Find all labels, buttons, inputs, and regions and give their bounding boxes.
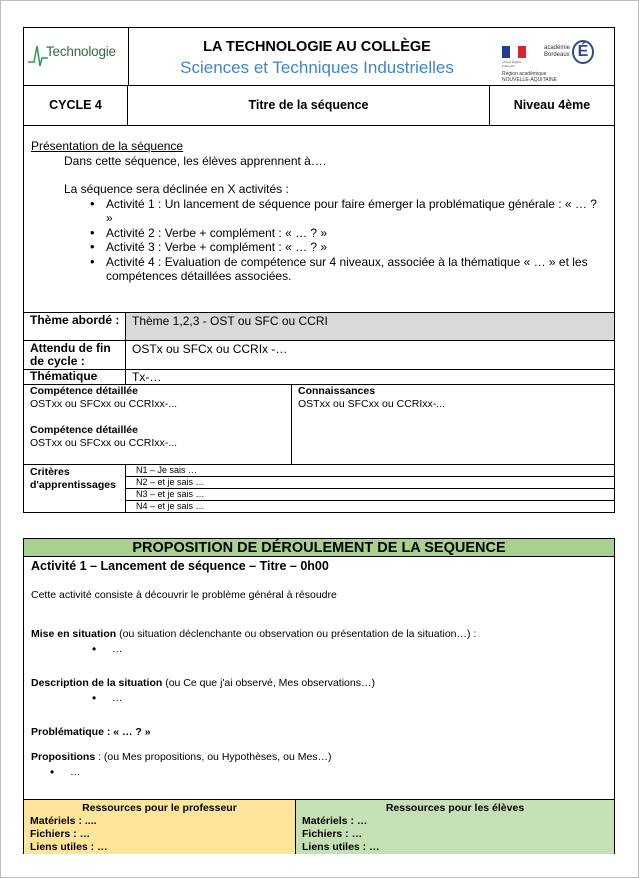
propositions [31, 751, 332, 764]
competence-value: OSTxx ou SFCxx ou CCRIxx-... [30, 437, 178, 449]
logo-text: Technologie [46, 44, 116, 59]
competence-label: Compétence détaillée [30, 424, 138, 436]
competence-label: Compétence détaillée [30, 385, 138, 397]
mise-en-situation [31, 628, 476, 641]
academie-text: académie Bordeaux [544, 45, 571, 58]
desc-label: Description de la situation [31, 677, 163, 689]
level-n2: N2 – et je sais … [126, 477, 614, 489]
cycle-cell: CYCLE 4 [24, 86, 128, 125]
region-text: Région académique NOUVELLE-AQUITAINE [502, 71, 557, 83]
competences-row [24, 384, 614, 464]
description-situation [31, 677, 375, 690]
level-n4: N4 – et je sais … [136, 501, 205, 511]
attendu-value: OSTx ou SFCx ou CCRIx -… [132, 342, 288, 356]
mise-label: Mise en situation [31, 628, 117, 640]
competence-value: OSTxx ou SFCxx ou CCRIxx-... [30, 398, 178, 410]
prof-materiels: Matériels : .... [30, 815, 97, 827]
header-subtitle: Sciences et Techniques Industrielles [180, 58, 454, 77]
attendu-row [24, 340, 614, 369]
academie-e-logo: É [572, 40, 594, 64]
criteres-row [24, 464, 614, 512]
marianne-flag-logo [502, 46, 526, 58]
resources-eleves [296, 800, 614, 854]
activity-item: • Activité 2 : Verbe + complément : « … ? » [86, 226, 611, 241]
sequence-sheet [23, 27, 615, 513]
mise-bullet: • … [112, 643, 123, 655]
header-divider [128, 28, 129, 86]
prof-fichiers: Fichiers : … [30, 828, 91, 840]
level-cell: Niveau 4ème [513, 98, 591, 112]
desc-bullet: • … [112, 692, 123, 704]
props-label: Propositions [31, 751, 96, 763]
prof-liens: Liens utiles : … [30, 841, 108, 853]
deroulement-title: PROPOSITION DE DÉROULEMENT DE LA SEQUENCE [24, 539, 614, 557]
connaissances-value: OSTxx ou SFCxx ou CCRIxx-... [298, 398, 446, 410]
props-text: : (ou Mes propositions, ou Hypothèses, ou Mes…) [95, 751, 332, 763]
attendu-label: Attendu de fin de cycle : [24, 341, 126, 369]
technologie-logo [28, 40, 128, 70]
document-header [24, 28, 614, 86]
level-n1: N1 – Je sais … [126, 465, 614, 477]
theme-value: Thème 1,2,3 - OST ou SFC ou CCRI [126, 313, 614, 340]
resources-prof-title: Ressources pour le professeur [82, 802, 237, 814]
activity-intro: Cette activité consiste à découvrir le problème général à résoudre [31, 589, 337, 601]
eleves-fichiers: Fichiers : … [302, 828, 363, 840]
activity-item: • Activité 1 : Un lancement de séquence pour faire émerger la problématique générale : « … ? » [86, 197, 611, 226]
activity-item: • Activité 3 : Verbe + complément : « … ? » [86, 240, 611, 255]
connaissances-cell [292, 385, 614, 411]
activity-title: Activité 1 – Lancement de séquence – Titre – 0h00 [31, 559, 329, 573]
presentation-section [31, 139, 611, 284]
header-title: LA TECHNOLOGIE AU COLLÈGE [203, 39, 431, 55]
eleves-materiels: Matériels : … [302, 815, 368, 827]
presentation-intro: Dans cette séquence, les élèves apprennent à…. [64, 153, 327, 168]
thematique-label: Thématique [24, 370, 126, 384]
connaissances-label: Connaissances [298, 385, 376, 397]
theme-label: Thème abordé : [24, 313, 126, 340]
thematique-row [24, 369, 614, 384]
cycle-row [24, 86, 614, 126]
criteres-label: Critères d'apprentissages [24, 465, 126, 513]
heartbeat-icon [28, 40, 48, 70]
competences-cell [24, 385, 292, 465]
props-bullet: • … [70, 766, 81, 778]
presentation-heading: Présentation de la séquence [31, 139, 184, 153]
level-n3: N3 – et je sais … [126, 489, 614, 501]
flag-caption: Liberté Égalité Fraternité [502, 60, 522, 68]
sequence-title-cell: Titre de la séquence [128, 86, 490, 125]
resources-eleves-title: Ressources pour les élèves [385, 802, 525, 814]
desc-text: (ou Ce que j'ai observé, Mes observations…) [162, 677, 375, 689]
theme-row [24, 312, 614, 340]
mise-text: (ou situation déclenchante ou observation ou présentation de la situation…) : [116, 628, 477, 640]
deroulement-sheet [23, 538, 615, 854]
eleves-liens: Liens utiles : … [302, 841, 380, 853]
resources-row [24, 799, 614, 853]
resources-prof [24, 800, 296, 854]
problematique: Problématique : « … ? » [31, 726, 151, 738]
presentation-decline: La séquence sera déclinée en X activités : [64, 182, 289, 196]
thematique-value: Tx-… [132, 370, 162, 384]
activity-list [31, 197, 611, 284]
institution-logos [502, 28, 614, 86]
activity-item: • Activité 4 : Evaluation de compétence sur 4 niveaux, associée à la thématique « … » et les compétences détaillées associées. [86, 255, 611, 284]
